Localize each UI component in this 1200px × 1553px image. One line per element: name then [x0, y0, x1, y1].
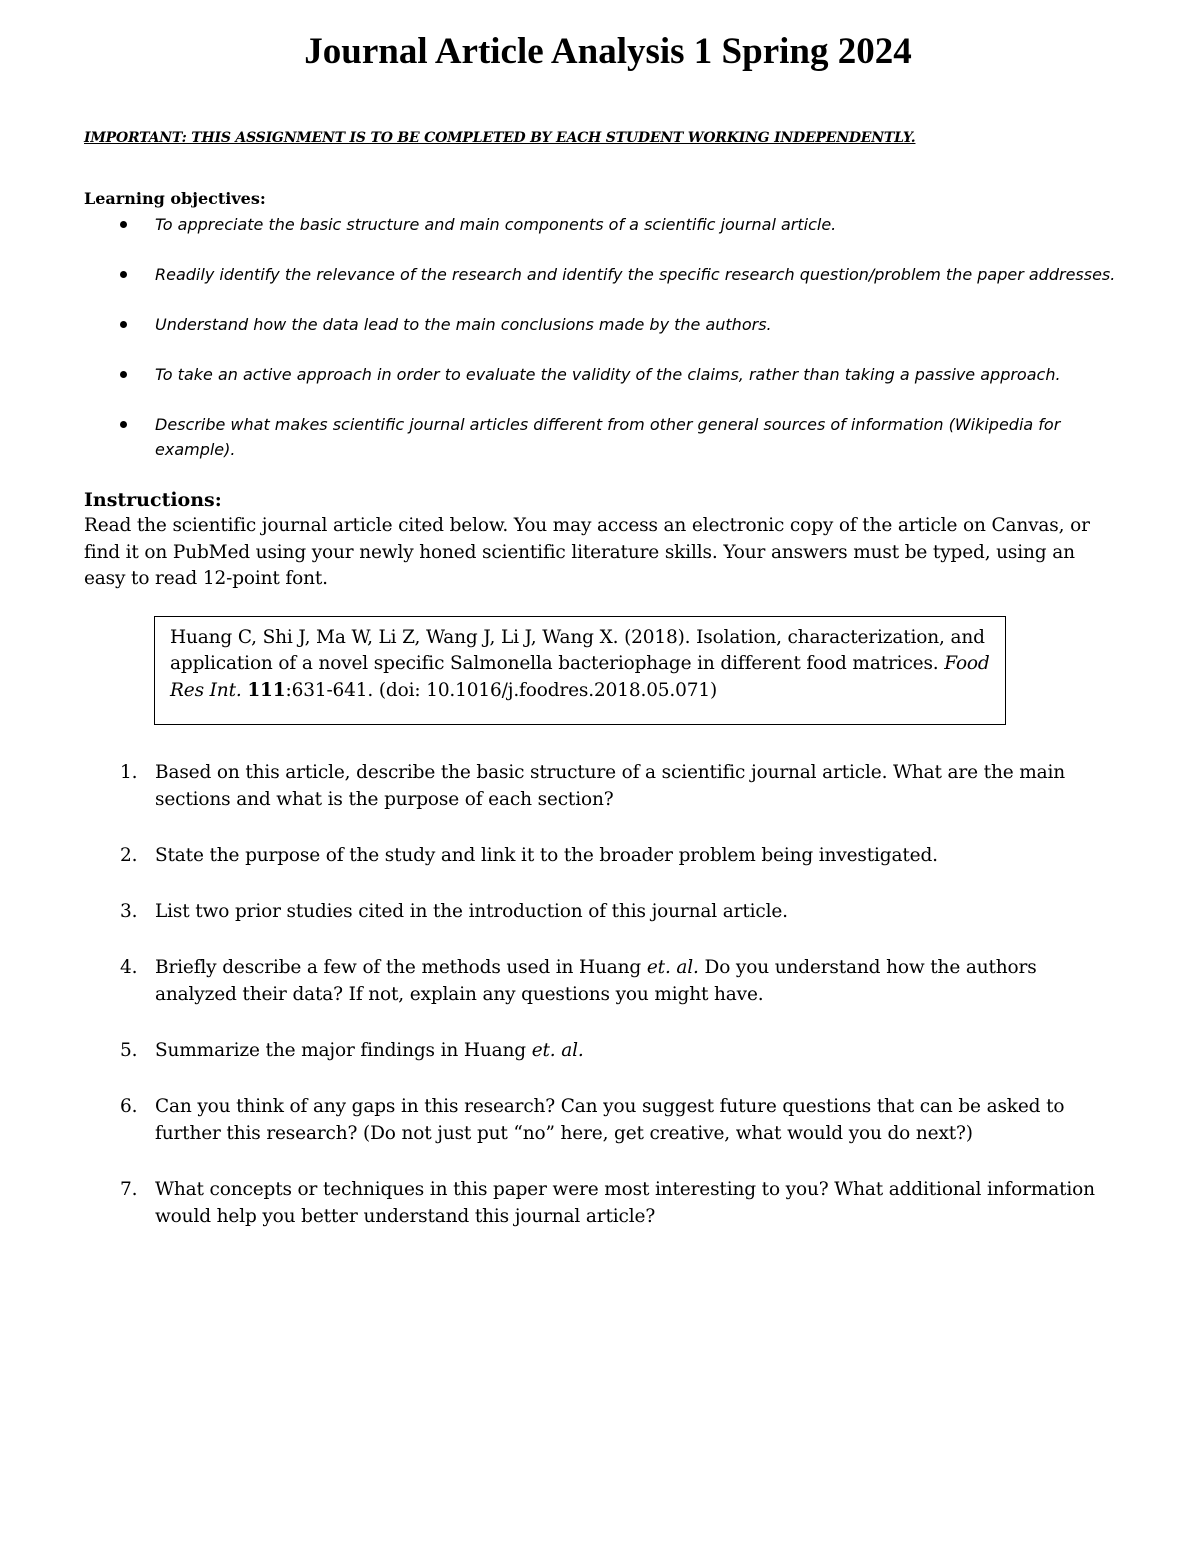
objective-item: [84, 212, 1120, 237]
question-number: 3.: [120, 901, 138, 922]
citation-journal: Food Res Int.: [170, 653, 990, 701]
important-notice: IMPORTANT: THIS ASSIGNMENT IS TO BE COMPLETED BY EACH STUDENT WORKING INDEPENDENTLY.: [84, 130, 916, 146]
question-item: [84, 898, 1120, 925]
question-italic: et. al.: [531, 1040, 584, 1061]
citation-box: [154, 616, 1006, 726]
learning-objectives-list: [84, 212, 1120, 462]
citation-pages-doi: :631-641. (doi: 10.1016/j.foodres.2018.05.071): [285, 679, 718, 701]
objective-text: Describe what makes scientific journal articles different from other general sources of information (Wikipedia for example).: [155, 415, 1061, 459]
objective-text: Readily identify the relevance of the research and identify the specific research question/problem the paper addresses.: [155, 265, 1116, 284]
bullet-icon: [120, 421, 127, 428]
instructions-text: Read the scientific journal article cited below. You may access an electronic copy of the article on Canvas, or find it on PubMed using your newly honed scientific literature skills. Your answers must be typed, using an easy to read 12-point font.: [84, 515, 1090, 589]
question-number: 5.: [120, 1040, 138, 1061]
question-number: 4.: [120, 957, 138, 978]
question-italic: et. al.: [646, 957, 699, 978]
question-text: Briefly describe a few of the methods used in Huang: [155, 957, 647, 978]
question-item: [84, 1176, 1120, 1230]
question-item: [84, 954, 1120, 1008]
bullet-icon: [120, 221, 127, 228]
question-text: List two prior studies cited in the introduction of this journal article.: [155, 901, 788, 922]
question-text: What concepts or techniques in this paper were most interesting to you? What additional information would help you better understand this journal article?: [155, 1179, 1095, 1227]
objective-item: [84, 362, 1120, 387]
question-text: State the purpose of the study and link it to the broader problem being investigated.: [155, 845, 938, 866]
bullet-icon: [120, 321, 127, 328]
learning-objectives-heading: Learning objectives:: [84, 189, 266, 208]
question-number: 6.: [120, 1096, 138, 1117]
bullet-icon: [120, 271, 127, 278]
question-text: Based on this article, describe the basic structure of a scientific journal article. What are the main sections and what is the purpose of each section?: [155, 762, 1066, 810]
question-number: 2.: [120, 845, 138, 866]
objective-text: To appreciate the basic structure and main components of a scientific journal article.: [155, 215, 837, 234]
question-text: Can you think of any gaps in this research? Can you suggest future questions that can be asked to further this research? (Do not just put “no” here, get creative, what would you do next?): [155, 1096, 1065, 1144]
objective-text: To take an active approach in order to evaluate the validity of the claims, rather than taking a passive approach.: [155, 365, 1061, 384]
question-item: [84, 1037, 1120, 1064]
question-number: 1.: [120, 762, 138, 783]
objective-item: [84, 262, 1120, 287]
questions-list: [84, 759, 1120, 1230]
question-item: [84, 759, 1120, 813]
instructions-heading: Instructions:: [84, 489, 222, 511]
document-page: [84, 28, 1120, 1259]
bullet-icon: [120, 371, 127, 378]
document-title: Journal Article Analysis 1 Spring 2024: [304, 31, 912, 72]
question-text: Summarize the major findings in Huang: [155, 1040, 532, 1061]
citation-authors-title: Huang C, Shi J, Ma W, Li Z, Wang J, Li J, Wang X. (2018). Isolation, characterization, and application of a novel specific Salmonella bacteriophage in different food matrices.: [170, 626, 985, 674]
objective-item: [84, 412, 1120, 462]
question-item: [84, 842, 1120, 869]
objective-item: [84, 312, 1120, 337]
citation-volume: 111: [247, 679, 286, 701]
question-item: [84, 1093, 1120, 1147]
question-text-after: Do you understand how the authors analyzed their data? If not, explain any questions you might have.: [155, 957, 1037, 1005]
question-number: 7.: [120, 1179, 138, 1200]
objective-text: Understand how the data lead to the main conclusions made by the authors.: [155, 315, 772, 334]
